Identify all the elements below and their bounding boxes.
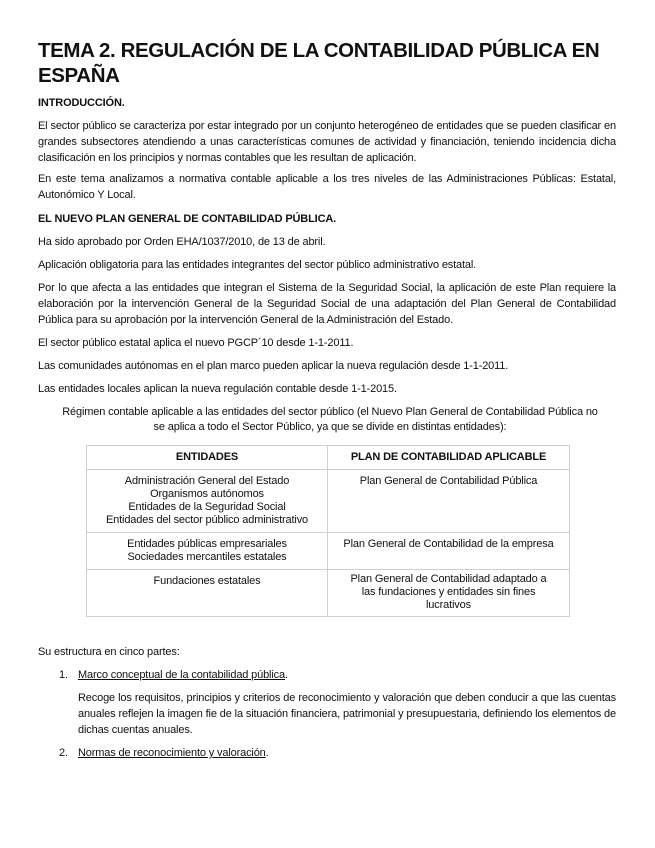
list-item-title: Marco conceptual de la contabilidad pública. <box>78 669 288 681</box>
list-item-number: 1. <box>59 669 68 681</box>
plan-paragraph-2: Aplicación obligatoria para las entidades integrantes del sector público administrativo estatal. <box>38 259 477 271</box>
entity-name: Fundaciones estatales <box>153 575 261 587</box>
plan-paragraph-6: Las entidades locales aplican la nueva regulación contable desde 1-1-2015. <box>38 383 397 395</box>
entity-name: Entidades públicas empresariales <box>127 538 287 550</box>
list-item-title: Normas de reconocimiento y valoración. <box>78 747 269 759</box>
list-item-title-text: Marco conceptual de la contabilidad pública <box>78 669 285 681</box>
table-row <box>87 533 570 570</box>
table-row <box>87 470 570 533</box>
table-cell-entities <box>87 533 328 570</box>
entity-name: Entidades del sector público administrativo <box>105 514 309 526</box>
list-item-description: Recoge los requisitos, principios y criterios de reconocimiento y valoración que deben conducir a que las cuentas anuales reflejen la imagen fie de la situación financiera, patrimonial y presupuestaria, definiendo los elementos de dichas cuentas anuales. <box>78 692 616 736</box>
list-item-number: 2. <box>59 747 68 759</box>
plan-paragraph-4: El sector público estatal aplica el nuevo PGCP´10 desde 1-1-2011. <box>38 337 354 349</box>
page-title: TEMA 2. REGULACIÓN DE LA CONTABILIDAD PÚBLICA EN ESPAÑA <box>38 39 600 87</box>
intro-paragraph-2: En este tema analizamos a normativa contable aplicable a los tres niveles de las Administraciones Públicas: Estatal, Autonómico Y Local. <box>38 173 616 201</box>
table-caption: Régimen contable aplicable a las entidades del sector público (el Nuevo Plan General de Contabilidad Pública no se aplica a todo el Sector Público, ya que se divide en distintas entidades): <box>62 406 598 433</box>
list-item-title-text: Normas de reconocimiento y valoración <box>78 747 266 759</box>
entity-name: Organismos autónomos <box>150 488 264 500</box>
entities-table <box>86 445 570 617</box>
table-header-plan: PLAN DE CONTABILIDAD APLICABLE <box>328 446 570 470</box>
entity-name: Sociedades mercantiles estatales <box>127 551 287 563</box>
table-cell-plan: Plan General de Contabilidad adaptado a las fundaciones y entidades sin fines lucrativos <box>328 570 570 617</box>
table-cell-plan: Plan General de Contabilidad Pública <box>328 470 570 533</box>
entity-name: Entidades de la Seguridad Social <box>128 501 286 513</box>
table-row <box>87 570 570 617</box>
table-header-row <box>87 446 570 470</box>
plan-paragraph-3: Por lo que afecta a las entidades que integran el Sistema de la Seguridad Social, la aplicación de este Plan requiere la elaboración por la intervención General de la Seguridad Social de una adaptación del Plan General de Contabilidad Pública para su aprobación por la intervención General de la Administración del Estado. <box>38 282 616 326</box>
intro-heading: INTRODUCCIÓN. <box>38 97 125 109</box>
table-header-entities: ENTIDADES <box>87 446 328 470</box>
table-cell-entities <box>87 470 328 533</box>
plan-paragraph-5: Las comunidades autónomas en el plan marco pueden aplicar la nueva regulación desde 1-1-2011. <box>38 360 509 372</box>
plan-heading: EL NUEVO PLAN GENERAL DE CONTABILIDAD PÚBLICA. <box>38 213 337 225</box>
table-cell-plan: Plan General de Contabilidad de la empresa <box>328 533 570 570</box>
intro-paragraph-1: El sector público se caracteriza por estar integrado por un conjunto heterogéneo de entidades que se pueden clasificar en grandes subsectores atendiendo a unas características comunes de actividad y financiación, teniendo incidencia dicha clasificación en los principios y normas contables que les resultan de aplicación. <box>38 120 616 164</box>
table-cell-entities <box>87 570 328 617</box>
structure-intro: Su estructura en cinco partes: <box>38 646 180 658</box>
plan-paragraph-1: Ha sido aprobado por Orden EHA/1037/2010, de 13 de abril. <box>38 236 326 248</box>
entity-name: Administración General del Estado <box>124 475 290 487</box>
